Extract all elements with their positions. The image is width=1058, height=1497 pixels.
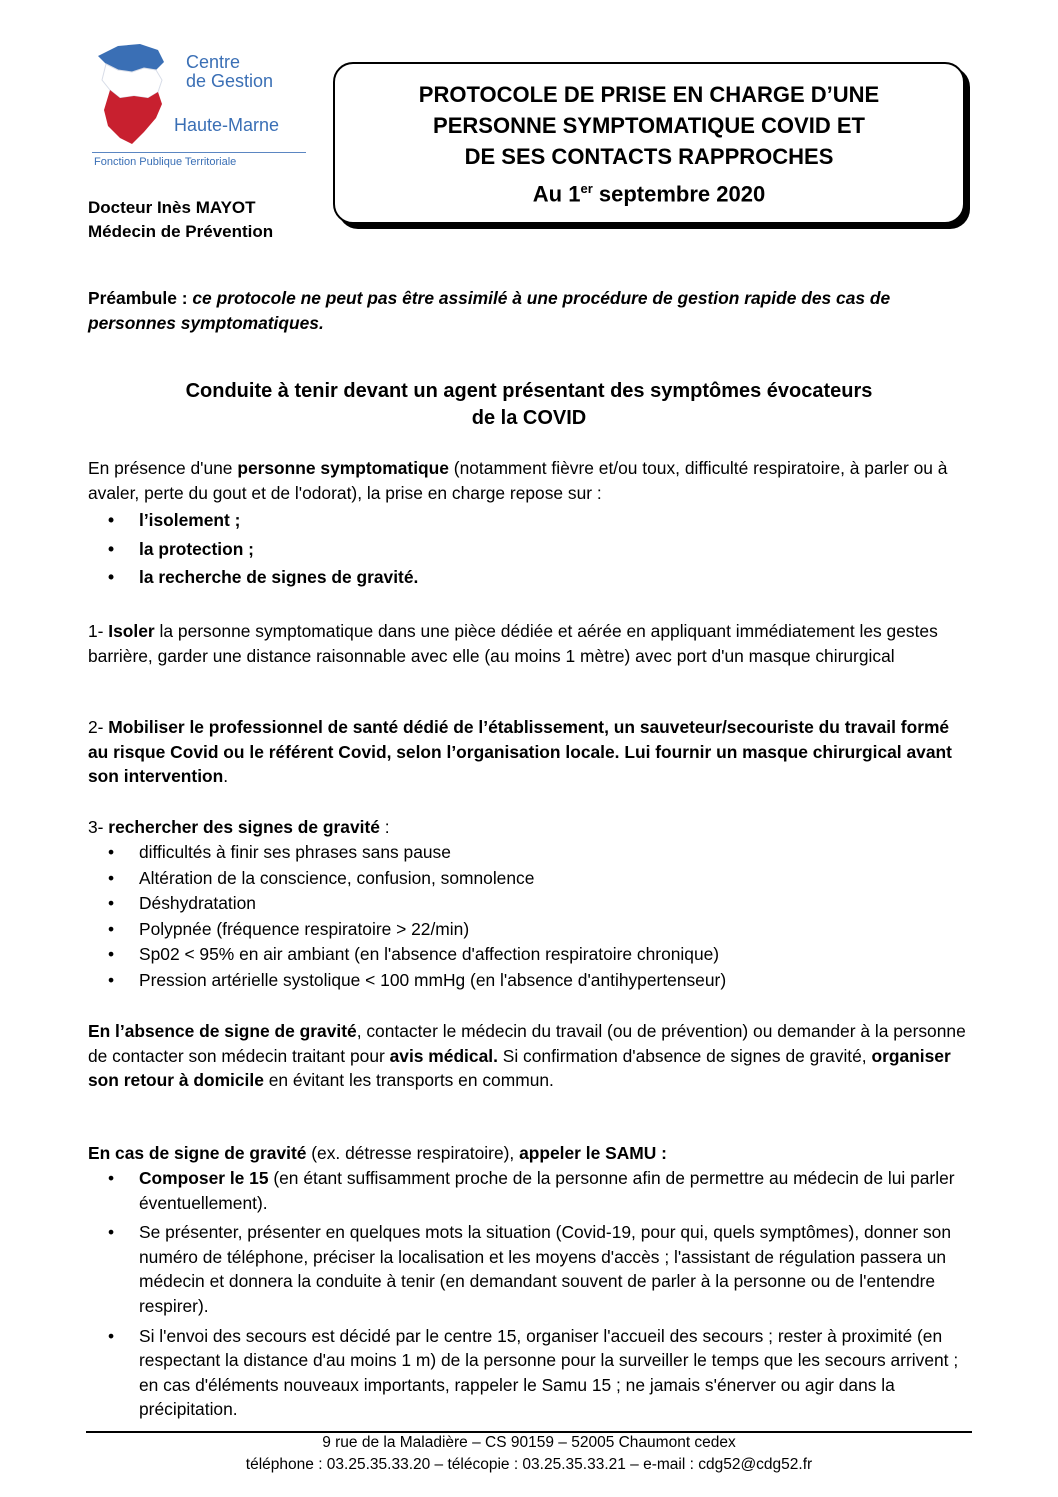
logo-line-2: de Gestion xyxy=(186,71,274,91)
title-date: Au 1er septembre 2020 xyxy=(532,181,766,207)
intro-list xyxy=(88,506,970,592)
title-line-3: DE SES CONTACTS RAPPROCHES xyxy=(464,144,834,169)
logo-divider xyxy=(92,152,306,153)
samu-steps-list xyxy=(88,1166,970,1422)
list-item: • la recherche de signes de gravité. xyxy=(108,567,419,587)
list-item: • Déshydratation xyxy=(108,893,256,914)
author-role: Médecin de Prévention xyxy=(88,222,274,241)
preamble-text: ce protocole ne peut pas être assimilé à une procédure de gestion rapide des cas de personnes symptomatiques. xyxy=(88,288,891,333)
author-name: Docteur Inès MAYOT xyxy=(88,198,256,217)
gravity-signs-list xyxy=(88,840,970,994)
footer-contact: téléphone : 03.25.35.33.20 – télécopie : 03.25.35.33.21 – e-mail : cdg52@cdg52.fr xyxy=(245,1456,813,1473)
title-line-2: PERSONNE SYMPTOMATIQUE COVID ET xyxy=(433,113,865,138)
document-title-box xyxy=(333,62,965,224)
list-item: • Polypnée (fréquence respiratoire > 22/min) xyxy=(108,918,470,939)
list-item: • l’isolement ; xyxy=(108,510,241,530)
gravity-heading: En cas de signe de gravité (ex. détresse respiratoire), appeler le SAMU : xyxy=(88,1143,667,1163)
preamble xyxy=(88,286,970,335)
logo-tagline: Fonction Publique Territoriale xyxy=(94,156,237,168)
title-line-1: PROTOCOLE DE PRISE EN CHARGE D’UNE xyxy=(418,82,880,107)
absence-paragraph: En l’absence de signe de gravité, contacter le médecin du travail (ou de prévention) ou demander à la personne de contacter son médecin traitant pour avis médical. Si confirmation d'absence de signes de gravité, organiser son retour à domicile en évitant les transports en commun. xyxy=(88,1021,966,1091)
list-item: • difficultés à finir ses phrases sans pause xyxy=(108,842,451,862)
preamble-label: Préambule : xyxy=(88,288,193,308)
haute-marne-map-icon xyxy=(88,40,198,160)
intro-paragraph: En présence d'une personne symptomatique (notamment fièvre et/ou toux, difficulté respiratoire, à parler ou à avaler, perte du gout et de l'odorat), la prise en charge repose sur : xyxy=(88,458,948,503)
organization-logo xyxy=(88,40,320,180)
section-title: Conduite à tenir devant un agent présentant des symptômes évocateurs de la COVID xyxy=(185,380,873,429)
footer-address: 9 rue de la Maladière – CS 90159 – 52005 Chaumont cedex xyxy=(322,1434,736,1451)
list-item: • la protection ; xyxy=(108,538,254,559)
step-1-paragraph: 1- Isoler la personne symptomatique dans une pièce dédiée et aérée en appliquant immédiatement les gestes barrière, garder une distance raisonnable avec elle (au moins 1 mètre) avec port d'un masque chirurgical xyxy=(88,621,938,666)
list-item: • Se présenter, présenter en quelques mots la situation (Covid-19, pour qui, quels symptômes), donner son numéro de téléphone, préciser la localisation et les moyens d'accès ; l'assistant de régulation passera un médecin et donnera la conduite à tenir (en demandant souvent de parler à la personne ou de l'entendre respirer). xyxy=(108,1222,952,1316)
list-item: • Altération de la conscience, confusion, somnolence xyxy=(108,867,535,888)
list-item: • Pression artérielle systolique < 100 mmHg (en l'absence d'antihypertenseur) xyxy=(108,969,727,990)
author-block xyxy=(88,196,273,244)
logo-line-1: Centre xyxy=(186,52,241,72)
step-2-paragraph: 2- Mobiliser le professionnel de santé dédié de l’établissement, un sauveteur/secouriste du travail formé au risque Covid ou le référent Covid, selon l’organisation locale. Lui fournir un masque chirurgical avant son intervention. xyxy=(88,717,952,787)
list-item: • Si l'envoi des secours est décidé par le centre 15, organiser l'accueil des secours ; rester à proximité (en respectant la distance d'au moins 1 m) de la personne pour la surveiller le temps que les secours arrivent ; en cas d'éléments nouveaux importants, rappeler le Samu 15 ; ne jamais s'énerver ou agir dans la précipitation. xyxy=(108,1325,959,1420)
list-item: • Sp02 < 95% en air ambiant (en l'absence d'affection respiratoire chronique) xyxy=(108,944,720,965)
list-item: • Composer le 15 (en étant suffisamment proche de la personne afin de permettre au médecin de lui parler éventuellement). xyxy=(108,1168,955,1213)
step-3-heading: 3- rechercher des signes de gravité : xyxy=(88,817,390,837)
logo-line-3: Haute-Marne xyxy=(174,115,280,135)
